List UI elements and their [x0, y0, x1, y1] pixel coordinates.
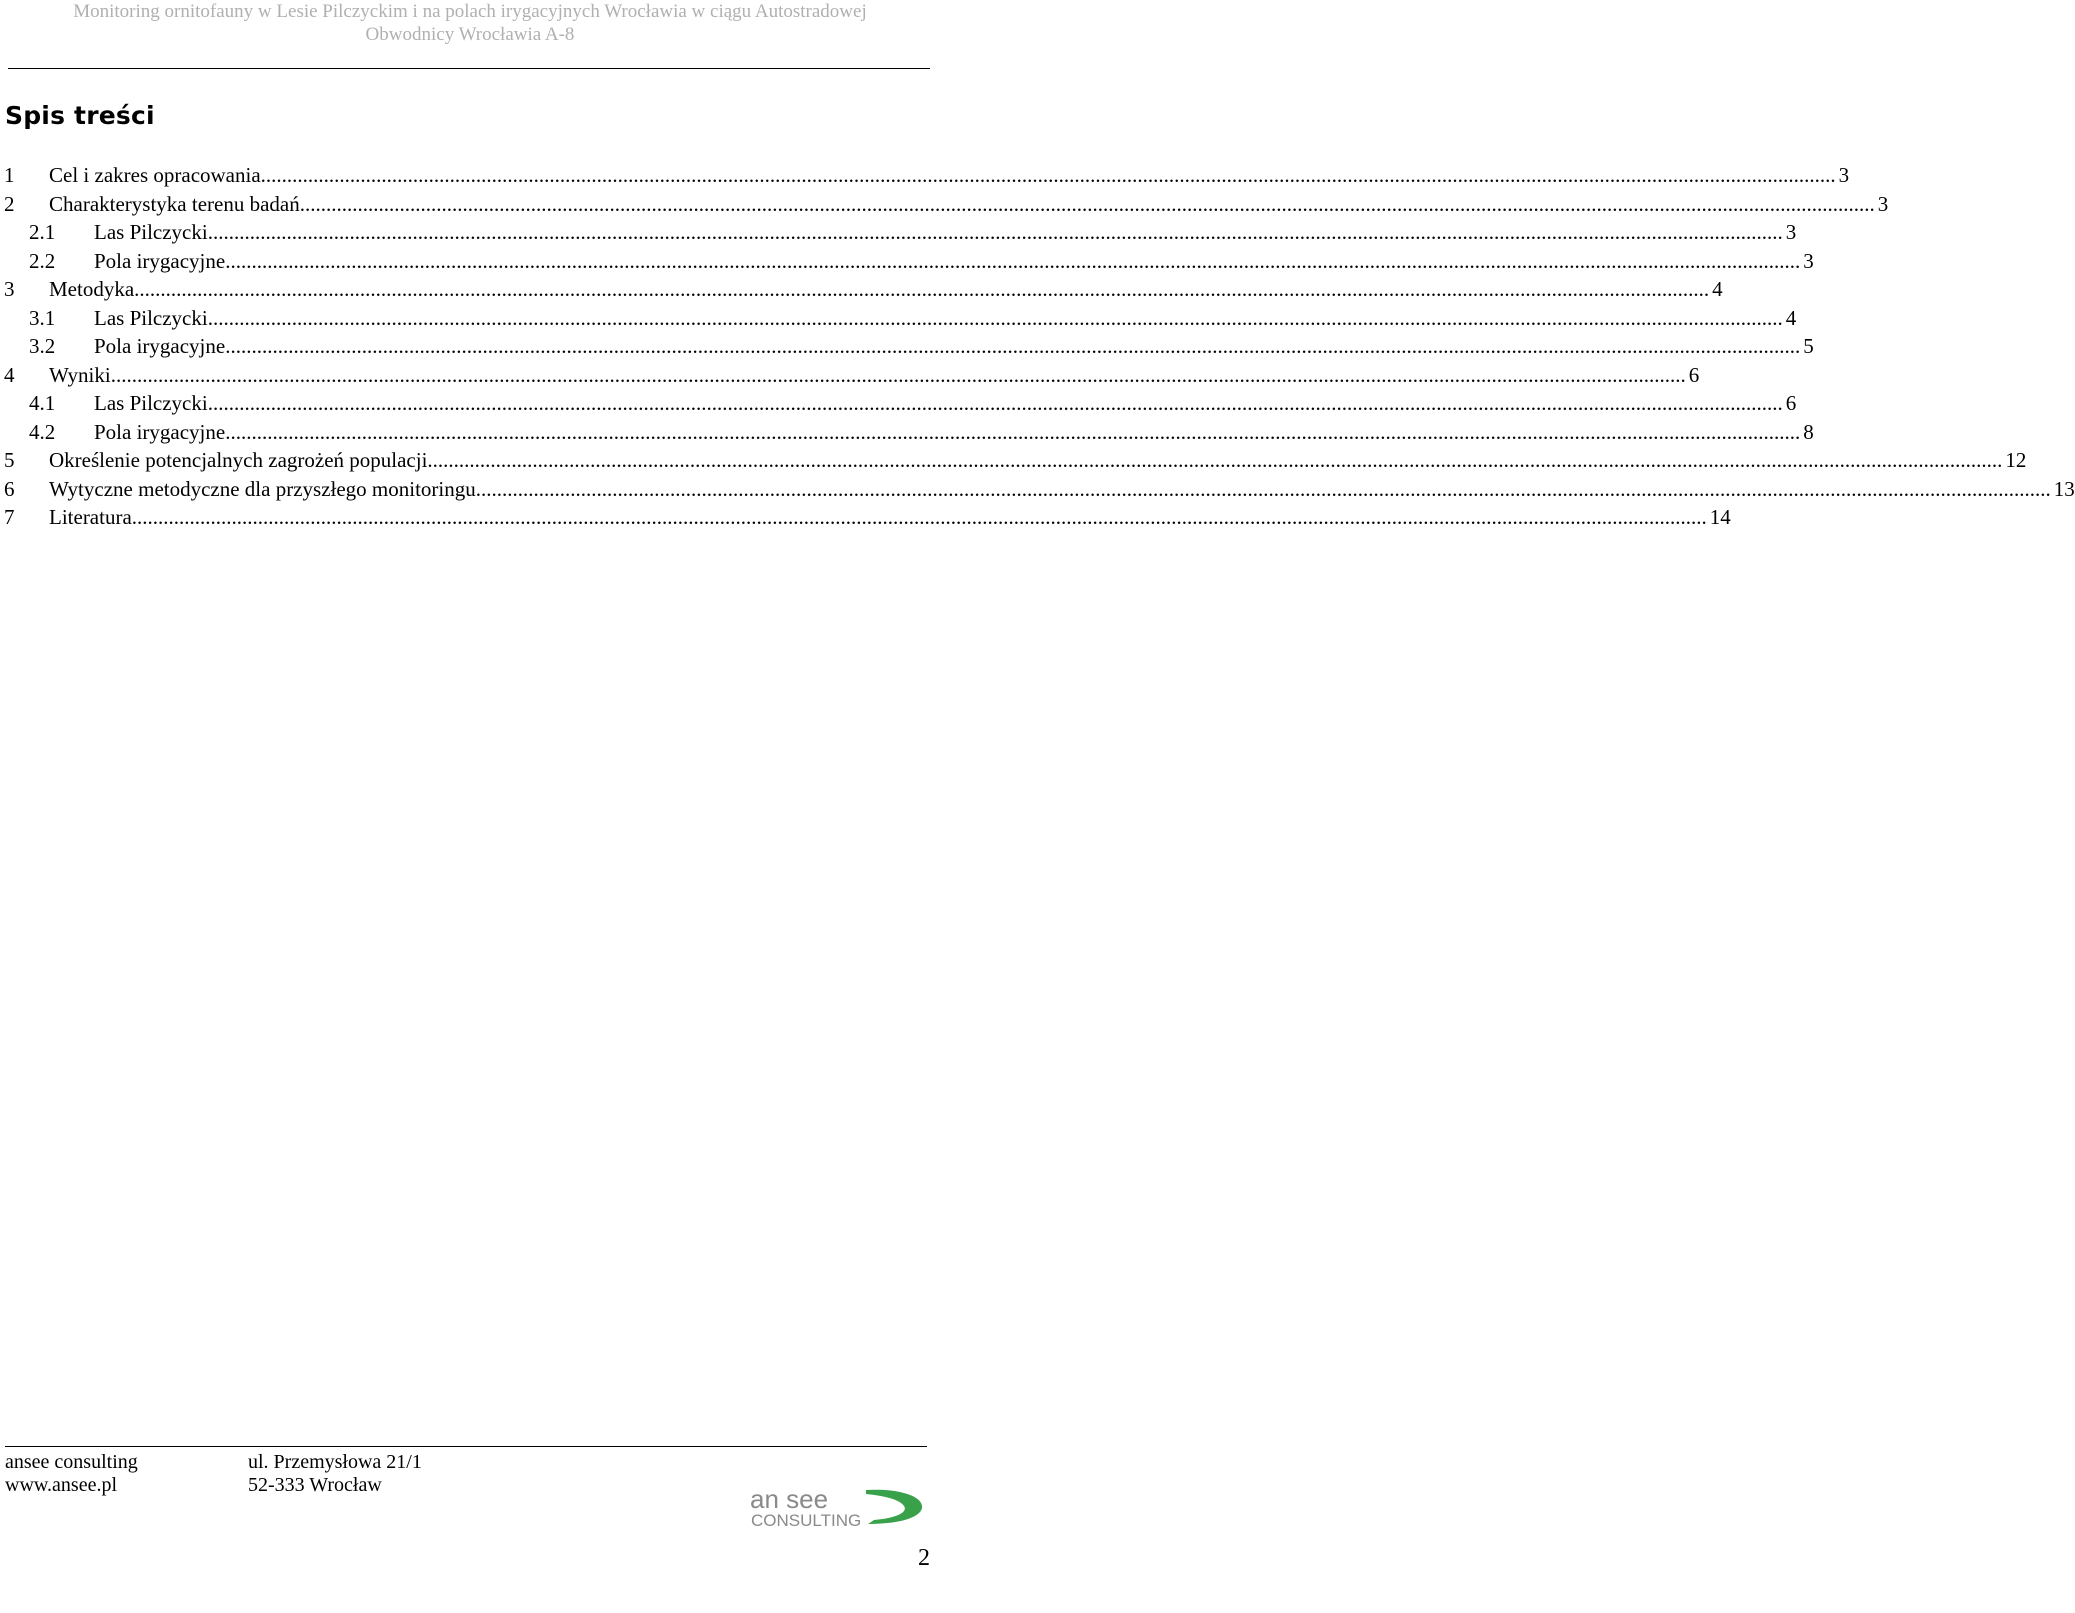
toc-entry[interactable]: [0, 218, 1797, 247]
toc-entry-label: Las Pilczycki: [94, 391, 208, 415]
toc-entry-link[interactable]: [94, 218, 1797, 246]
toc-entry[interactable]: [0, 275, 1723, 304]
toc-entry-number: 3.2: [29, 334, 56, 358]
toc-entry-number: 2.1: [29, 220, 56, 244]
toc-entry-label: Charakterystyka terenu badań: [49, 191, 300, 216]
toc-entry-link[interactable]: [94, 247, 1814, 275]
toc-dot-leader: ............................................................................................................................................................................................................................................................................................................: [207, 391, 1783, 415]
toc-dot-leader: ............................................................................................................................................................................................................................................................................................................: [207, 220, 1783, 244]
running-header-line-1: Monitoring ornitofauny w Lesie Pilczyckim i na polach irygacyjnych Wrocławia w ciągu Autostradowej: [73, 1, 867, 22]
toc-entry-label: Las Pilczycki: [94, 220, 208, 244]
toc-title: Spis treści: [5, 101, 155, 130]
toc-entry-label: Pola irygacyjne: [94, 334, 226, 358]
toc-entry[interactable]: [0, 389, 1797, 418]
toc-entry-number: 2: [4, 191, 15, 216]
footer-street: ul. Przemysłowa 21/1: [248, 1451, 422, 1473]
toc-entry-page: 6: [1785, 391, 1797, 415]
toc-entry-label: Las Pilczycki: [94, 305, 208, 330]
toc-entry-page: 3: [1838, 163, 1850, 187]
toc-entry[interactable]: [0, 475, 2075, 504]
logo-swoosh-icon: [866, 1490, 922, 1524]
running-header-line-2: Obwodnicy Wrocławia A-8: [365, 24, 575, 45]
footer-company: ansee consulting: [5, 1451, 138, 1473]
toc-entry-link[interactable]: [94, 304, 1797, 332]
toc-entry-label: Wyniki: [49, 362, 111, 387]
toc-dot-leader: ............................................................................................................................................................................................................................................................................................................: [475, 476, 2051, 501]
toc-entry[interactable]: [0, 332, 1814, 361]
footer-website[interactable]: www.ansee.pl: [5, 1474, 118, 1496]
ansee-consulting-logo: [748, 1484, 928, 1534]
toc-entry-number: 4: [4, 362, 15, 387]
toc-entry-label: Literatura: [49, 505, 132, 529]
toc-entry[interactable]: [0, 190, 1889, 219]
toc-entry[interactable]: [0, 418, 1814, 447]
toc-entry-page: 6: [1688, 362, 1700, 387]
toc-dot-leader: ............................................................................................................................................................................................................................................................................................................: [225, 419, 1801, 444]
toc-entry-page: 3: [1803, 248, 1814, 273]
header-divider: [8, 68, 930, 69]
toc-entry-page: 8: [1803, 419, 1814, 444]
toc-entry[interactable]: [0, 161, 1850, 190]
page-number: 2: [918, 1545, 930, 1571]
running-header: [0, 0, 940, 46]
toc-entry-label: Pola irygacyjne: [94, 248, 226, 273]
toc-entry-page: 4: [1785, 305, 1797, 330]
toc-entry-label: Określenie potencjalnych zagrożeń populacji: [49, 448, 428, 472]
logo-subtitle: CONSULTING: [751, 1511, 862, 1530]
toc-entry-link[interactable]: [49, 275, 1723, 303]
toc-dot-leader: ............................................................................................................................................................................................................................................................................................................: [225, 248, 1801, 273]
toc-entry-page: 12: [2005, 448, 2027, 472]
toc-entry-link[interactable]: [49, 161, 1850, 189]
toc-entry[interactable]: [0, 304, 1797, 333]
toc-entry-label: Pola irygacyjne: [94, 419, 226, 444]
footer-divider: [5, 1446, 927, 1447]
toc-entry-number: 4.1: [29, 391, 56, 415]
toc-entry-page: 14: [1709, 505, 1731, 529]
toc-dot-leader: ............................................................................................................................................................................................................................................................................................................: [134, 277, 1710, 301]
toc-entry-link[interactable]: [94, 389, 1797, 417]
toc-entry-link[interactable]: [49, 446, 2027, 474]
toc-entry-number: 5: [4, 448, 15, 472]
toc-entry-page: 3: [1785, 220, 1797, 244]
toc-entry-number: 4.2: [29, 419, 56, 444]
toc-entry-page: 13: [2053, 476, 2075, 501]
toc-entry-link[interactable]: [49, 190, 1889, 218]
toc-entry-number: 7: [4, 505, 15, 529]
toc-entry-link[interactable]: [49, 361, 1700, 389]
toc-dot-leader: ............................................................................................................................................................................................................................................................................................................: [110, 362, 1686, 387]
toc-dot-leader: ............................................................................................................................................................................................................................................................................................................: [225, 334, 1801, 358]
toc-entry-link[interactable]: [94, 418, 1814, 446]
toc-entry-label: Wytyczne metodyczne dla przyszłego monitoringu: [49, 476, 476, 501]
footer-city: 52-333 Wrocław: [248, 1474, 382, 1496]
toc-entry-link[interactable]: [49, 503, 1731, 531]
toc-dot-leader: ............................................................................................................................................................................................................................................................................................................: [131, 505, 1707, 529]
toc-entry-number: 3: [4, 277, 15, 301]
toc-entry[interactable]: [0, 503, 1731, 532]
toc-entry-label: Cel i zakres opracowania: [49, 163, 261, 187]
toc-dot-leader: ............................................................................................................................................................................................................................................................................................................: [207, 305, 1783, 330]
toc-entry-number: 1: [4, 163, 15, 187]
table-of-contents: [0, 161, 2075, 532]
toc-entry-number: 6: [4, 476, 15, 501]
toc-entry-number: 2.2: [29, 248, 56, 273]
toc-dot-leader: ............................................................................................................................................................................................................................................................................................................: [427, 448, 2003, 472]
toc-entry-link[interactable]: [49, 475, 2075, 503]
toc-entry-page: 5: [1803, 334, 1814, 358]
logo-wordmark: an see: [750, 1484, 829, 1514]
toc-entry-number: 3.1: [29, 305, 56, 330]
toc-entry[interactable]: [0, 361, 1700, 390]
toc-entry[interactable]: [0, 247, 1814, 276]
toc-dot-leader: ............................................................................................................................................................................................................................................................................................................: [260, 163, 1836, 187]
toc-entry-link[interactable]: [94, 332, 1814, 360]
toc-entry-label: Metodyka: [49, 277, 135, 301]
toc-entry-page: 3: [1877, 191, 1889, 216]
toc-entry[interactable]: [0, 446, 2027, 475]
toc-entry-page: 4: [1712, 277, 1723, 301]
toc-dot-leader: ............................................................................................................................................................................................................................................................................................................: [299, 191, 1875, 216]
